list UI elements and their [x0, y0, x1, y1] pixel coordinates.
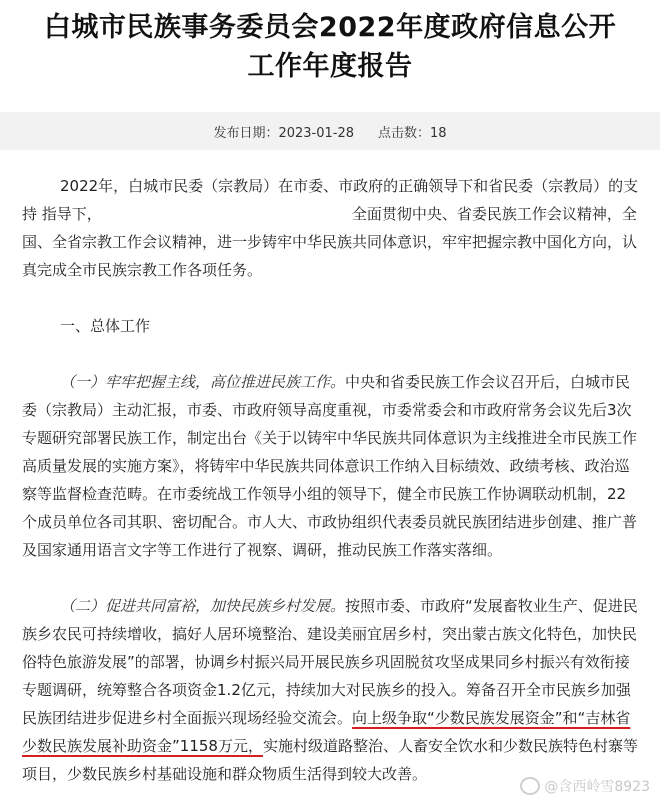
- paragraph-1-text: 中央和省委民族工作会议召开后，白城市民委（宗教局）主动汇报，市委、市政府领导高度重视，市委常委会和市政府常务会议先后3次专题研究部署民族工作，制定出台《关于以铸牢中华民族共同体意识为主线推进全市民族工作高质量发展的实施方案》，将铸牢中华民族共同体意识工作纳入目标绩效、政绩考核、政治巡察等监督检查范畴。在市委统战工作领导小组的领导下，健全市民族工作协调联动机制，22个成员单位各司其职、密切配合。市人大、市政协组织代表委员就民族团结进步创建、推广普及国家通用语言文字等工作进行了视察、调研，推动民族工作落实落细。: [22, 373, 638, 559]
- watermark-text: @含西岭雪8923: [544, 779, 650, 795]
- paragraph-2: [22, 592, 640, 788]
- paragraph-1-lead: （一）牢牢把握主线，高位推进民族工作。: [60, 373, 346, 391]
- meta-bar: [0, 112, 660, 150]
- highlighted-funding-text: 向上级争取“少数民族发展资金”和“吉林省少数民族发展补助资金”1158万元，: [22, 709, 631, 755]
- page-title: [0, 0, 660, 86]
- watermark: [520, 776, 650, 796]
- click-count: 点击数：18: [378, 125, 447, 141]
- paragraph-2-lead: （二）促进共同富裕，加快民族乡村发展。: [60, 597, 346, 615]
- title-line-1: 白城市民族事务委员会2022年度政府信息公开: [43, 12, 617, 43]
- weibo-logo-icon: [520, 777, 540, 795]
- publish-date: 发布日期：2023-01-28: [213, 125, 354, 141]
- article-body: [22, 172, 640, 788]
- intro-paragraph: [22, 172, 640, 284]
- intro-line-1: 2022年，白城市民委（宗教局）在市委、市政府的正确领导下和省民委（宗教局）的支持: [22, 177, 639, 223]
- paragraph-1: [22, 368, 640, 564]
- intro-line-2b: 全面贯彻中央、省委民族工作会议精神，: [351, 205, 622, 223]
- intro-line-2a: 指导下，: [41, 205, 102, 223]
- title-line-2: 工作年度报告: [247, 51, 413, 82]
- paragraph-2-tail: 实施村级道路整治、人畜安全饮水和少数民族特色村寨等项目，少数民族乡村基础设施和群众物质生活得到较大改善。: [22, 737, 638, 783]
- intro-rest: 全国、全省宗教工作会议精神，进一步铸牢中华民族共同体意识，牢牢把握宗教中国化方向，认真完成全市民族宗教工作各项任务。: [22, 205, 638, 279]
- section-heading-1: 一、总体工作: [60, 317, 151, 335]
- paragraph-2-text: 按照市委、市政府“发展畜牧业生产、促进民族乡农民可持续增收，搞好人居环境整治、建设美丽宜居乡村，突出蒙古族文化特色，加快民俗特色旅游发展”的部署，协调乡村振兴局开展民族乡巩固脱贫攻坚成果同乡村振兴有效衔接专题调研，统筹整合各项资金1.2亿元，持续加大对民族乡的投入。筹备召开全市民族乡加强民族团结进步促进乡村全面振兴现场经验交流会。: [22, 597, 638, 727]
